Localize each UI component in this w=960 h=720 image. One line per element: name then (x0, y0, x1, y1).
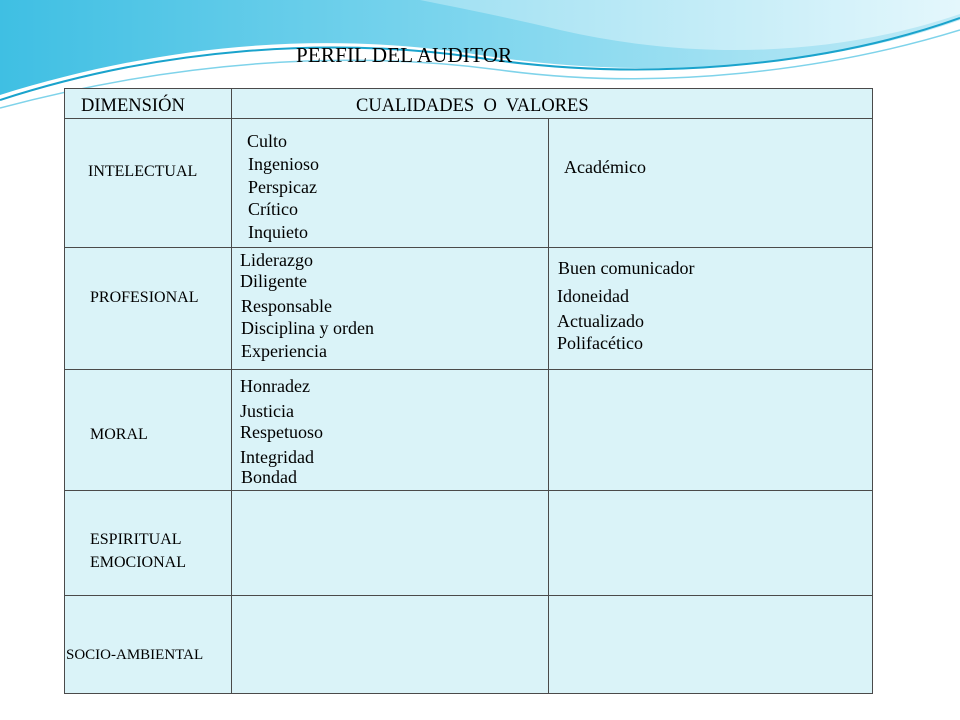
dimension-label: PROFESIONAL (90, 289, 199, 306)
quality-item: Buen comunicador (558, 258, 695, 278)
quality-item: Académico (564, 157, 646, 177)
quality-item: Culto (247, 131, 288, 151)
quality-item: Disciplina y orden (241, 318, 374, 338)
quality-item: Liderazgo (240, 250, 313, 270)
quality-item: Integridad (240, 447, 314, 467)
quality-item: Responsable (241, 296, 332, 316)
row-intelectual-col2-cell (548, 118, 873, 248)
quality-item: Honradez (240, 376, 310, 396)
row-intelectual-dimension-cell (64, 118, 232, 248)
quality-item: Justicia (240, 401, 294, 421)
row-socio-col2-cell (548, 595, 873, 694)
dimension-label: SOCIO-AMBIENTAL (66, 647, 204, 663)
dimension-label: EMOCIONAL (90, 554, 186, 571)
dimension-label: MORAL (90, 426, 148, 443)
quality-item: Actualizado (557, 311, 644, 331)
quality-item: Bondad (241, 467, 297, 487)
dimension-label: ESPIRITUAL (90, 531, 182, 548)
dimension-label: INTELECTUAL (88, 163, 198, 180)
row-profesional-dimension-cell (64, 247, 232, 370)
quality-item: Ingenioso (248, 154, 319, 174)
header-qualities: CUALIDADES O VALORES (356, 96, 589, 116)
quality-item: Polifacético (557, 333, 643, 353)
quality-item: Respetuoso (240, 422, 323, 442)
row-moral-col2-cell (548, 369, 873, 491)
page-title: PERFIL DEL AUDITOR (296, 43, 513, 67)
quality-item: Experiencia (241, 341, 327, 361)
quality-item: Perspicaz (248, 177, 317, 197)
quality-item: Inquieto (248, 222, 308, 242)
row-espiritual-col1-cell (231, 490, 549, 596)
quality-item: Idoneidad (557, 286, 629, 306)
row-espiritual-col2-cell (548, 490, 873, 596)
quality-item: Crítico (248, 199, 298, 219)
header-dimension: DIMENSIÓN (81, 96, 185, 116)
quality-item: Diligente (240, 271, 307, 291)
row-socio-col1-cell (231, 595, 549, 694)
